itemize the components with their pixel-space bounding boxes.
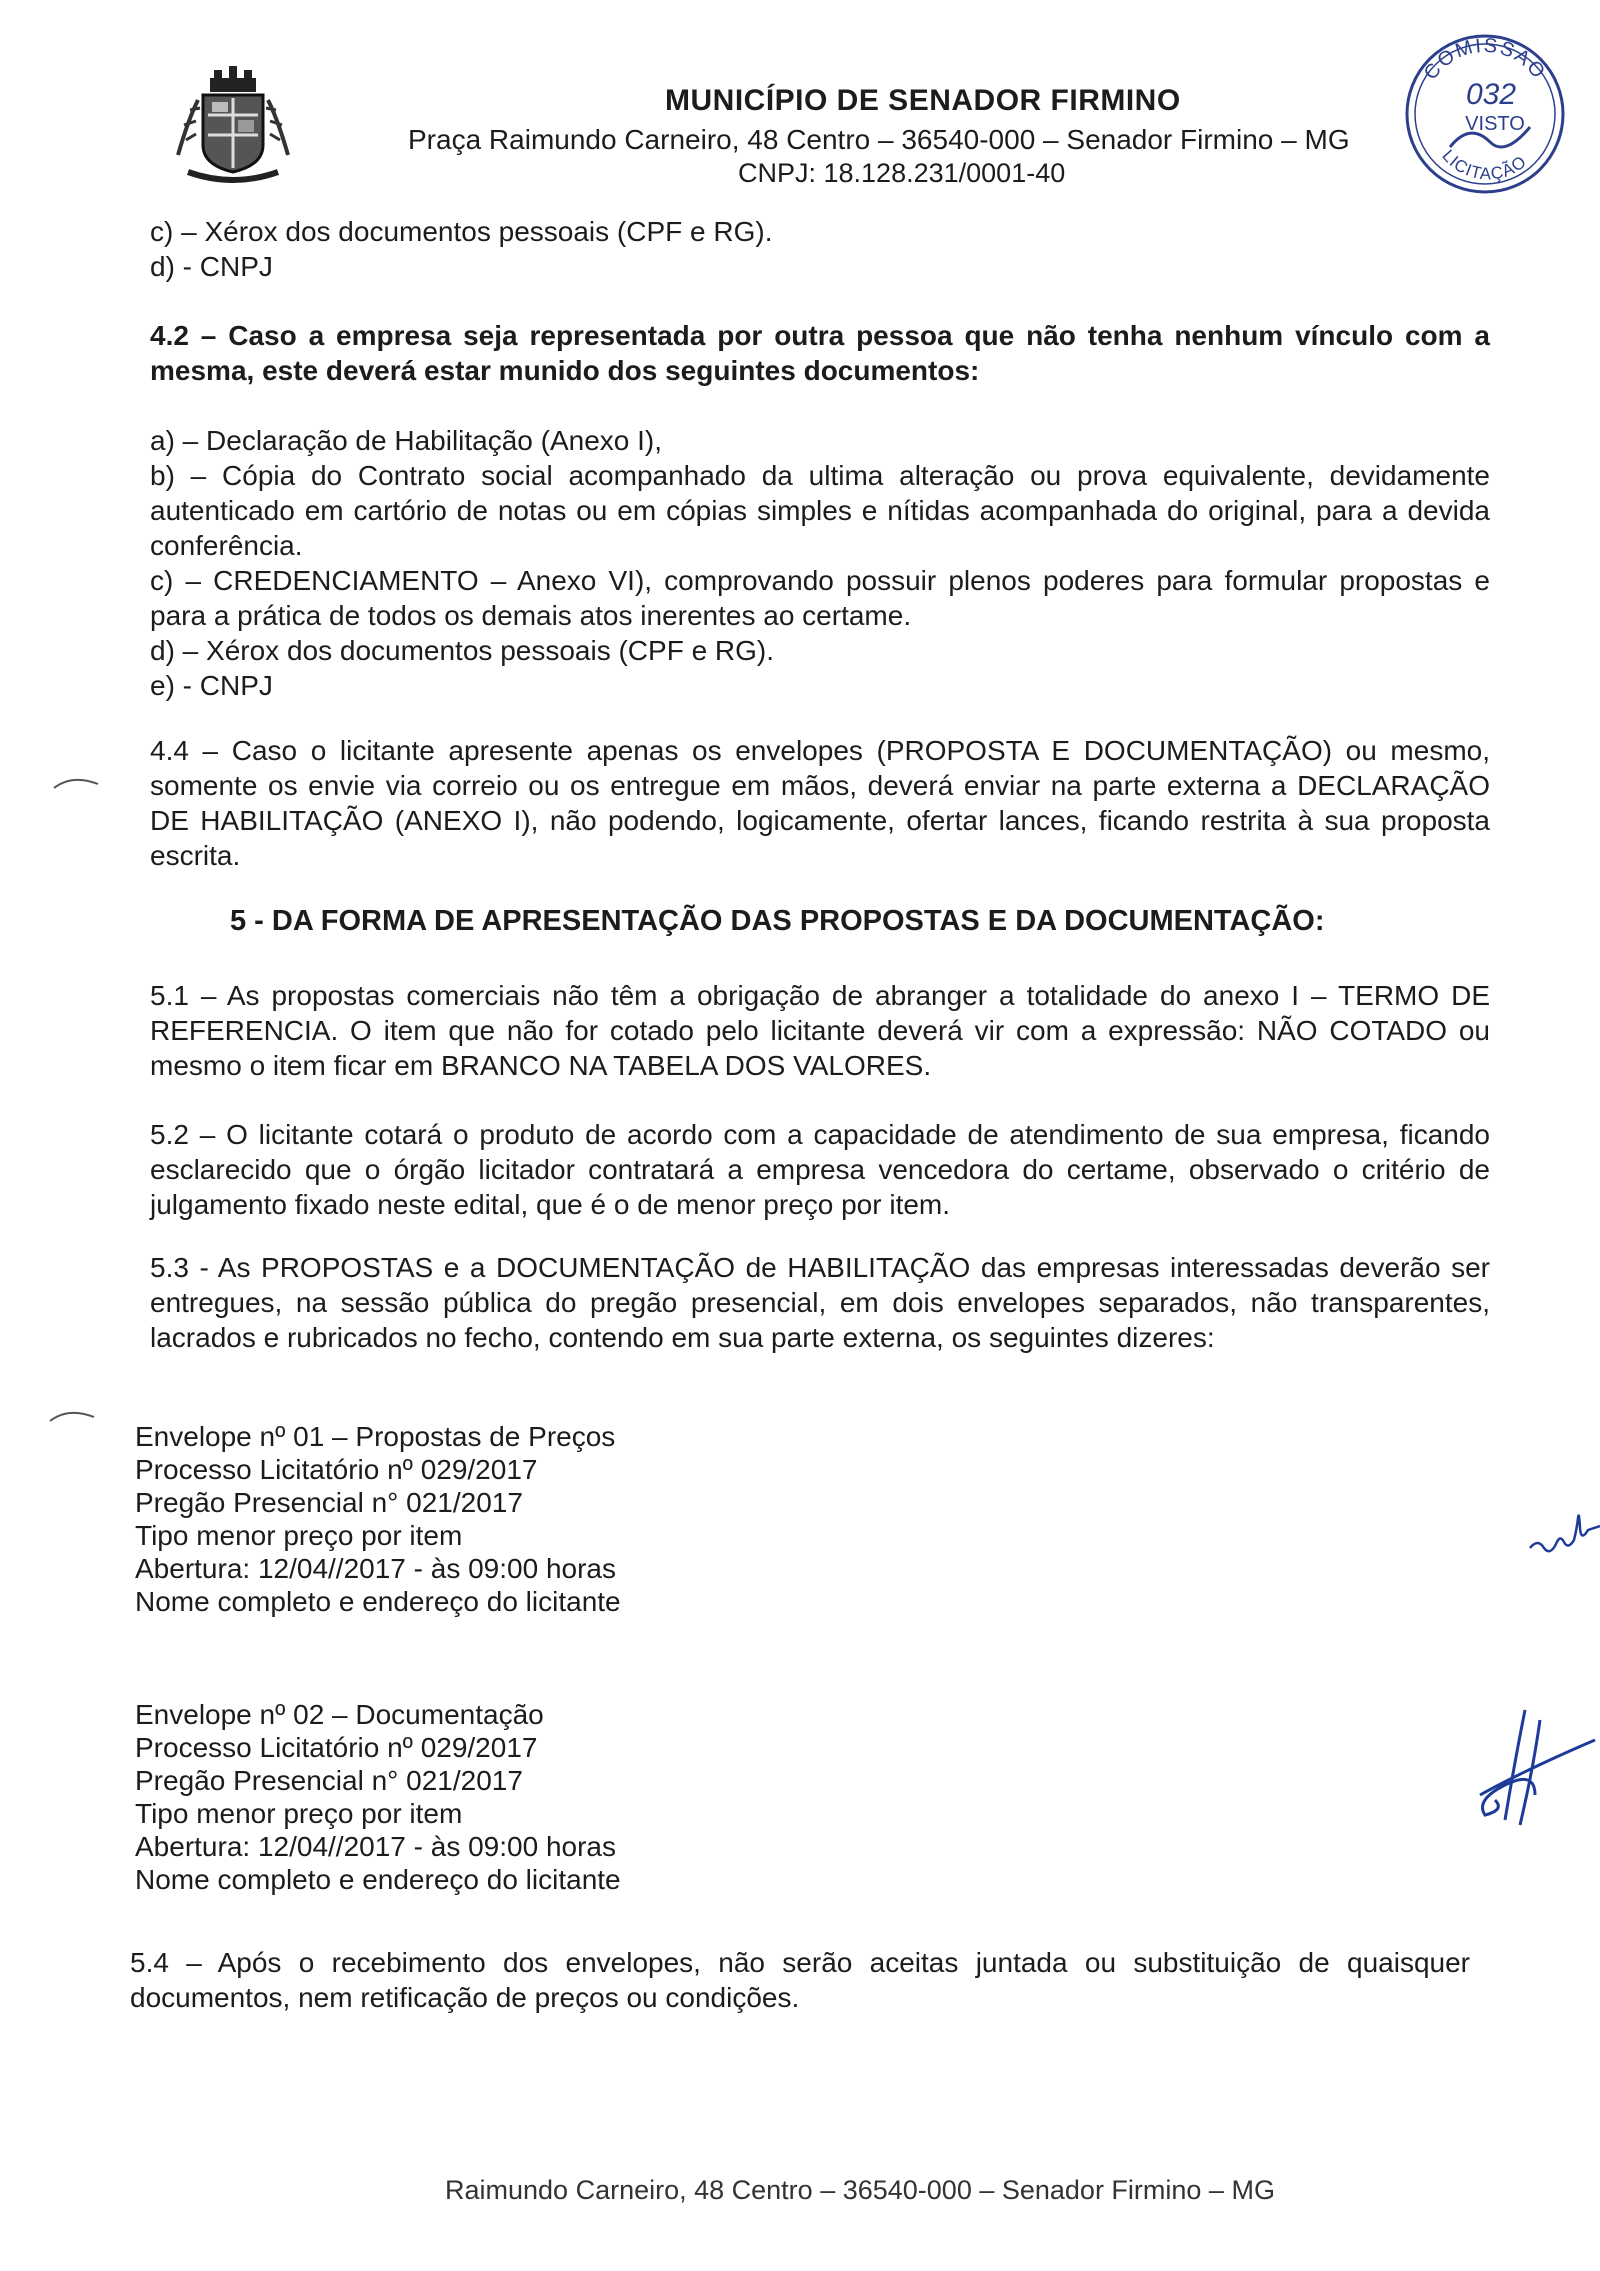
section-5-3: 5.3 - As PROPOSTAS e a DOCUMENTAÇÃO de HABILITAÇÃO das empresas interessadas deverão ser entregues, na sessão pública do pregão presencial, em dois envelopes separados, não transparentes, lacrados e rubricados no fecho, contendo em sua parte externa, os seguintes dizeres: bbox=[150, 1252, 1490, 1353]
scan-mark-icon bbox=[48, 1405, 98, 1425]
envelope-1-label bbox=[135, 1420, 621, 1618]
header-cnpj: CNPJ: 18.128.231/0001-40 bbox=[738, 158, 1066, 188]
envelope-1-line: Abertura: 12/04//2017 - às 09:00 horas bbox=[135, 1553, 616, 1584]
item-c-personal-documents: c) – Xérox dos documentos pessoais (CPF e RG). bbox=[150, 216, 773, 247]
envelope-1-line: Tipo menor preço por item bbox=[135, 1520, 463, 1551]
envelope-1-line: Nome completo e endereço do licitante bbox=[135, 1586, 621, 1617]
envelope-2-line: Tipo menor preço por item bbox=[135, 1798, 463, 1829]
section-5-1: 5.1 – As propostas comerciais não têm a obrigação de abranger a totalidade do anexo I – TERMO DE REFERENCIA. O item que não for cotado pelo licitante deverá vir com a expressão: NÃO COTADO ou mesmo o item ficar em BRANCO NA TABELA DOS VALORES. bbox=[150, 980, 1490, 1081]
stamp-top-text: COMISSÃO bbox=[1419, 34, 1551, 85]
item-c-credentialing: c) – CREDENCIAMENTO – Anexo VI), comprovando possuir plenos poderes para formular propostas e para a prática de todos os demais atos inerentes ao certame. bbox=[150, 565, 1490, 631]
section-4-4: 4.4 – Caso o licitante apresente apenas os envelopes (PROPOSTA E DOCUMENTAÇÃO) ou mesmo, somente os envie via correio ou os entregue em mãos, deverá enviar na parte externa a DECLARAÇÃO DE HABILITAÇÃO (ANEXO I), não podendo, logicamente, ofertar lances, ficando restrita à sua proposta escrita. bbox=[150, 735, 1490, 871]
svg-text:COMISSÃO bbox=[1420, 35, 1551, 84]
page-footer-address: Raimundo Carneiro, 48 Centro – 36540-000 – Senador Firmino – MG bbox=[445, 2175, 1275, 2205]
section-5-title: 5 - DA FORMA DE APRESENTAÇÃO DAS PROPOSTAS E DA DOCUMENTAÇÃO: bbox=[230, 905, 1325, 937]
item-a-declaration: a) – Declaração de Habilitação (Anexo I), bbox=[150, 425, 663, 456]
stamp-bottom-text: LICITAÇÃO bbox=[1438, 146, 1531, 184]
item-b-contract: b) – Cópia do Contrato social acompanhado da ultima alteração ou prova equivalente, devidamente autenticado em cartório de notas ou em cópias simples e nítidas acompanhada do original, para a devida conferência. bbox=[150, 460, 1490, 561]
section-5-2: 5.2 – O licitante cotará o produto de acordo com a capacidade de atendimento de sua empresa, ficando esclarecido que o órgão licitador contratará a empresa vencedora do certame, observado o critério de julgamento fixado neste edital, que é o de menor preço por item. bbox=[150, 1119, 1490, 1220]
item-d-cnpj: d) - CNPJ bbox=[150, 251, 273, 282]
envelope-1-line: Pregão Presencial n° 021/2017 bbox=[135, 1487, 523, 1518]
municipal-coat-of-arms-icon bbox=[168, 60, 298, 190]
envelope-2-line: Envelope nº 02 – Documentação bbox=[135, 1699, 544, 1730]
commission-stamp bbox=[1395, 22, 1575, 202]
municipality-title: MUNICÍPIO DE SENADOR FIRMINO bbox=[665, 84, 1181, 117]
envelope-2-line: Pregão Presencial n° 021/2017 bbox=[135, 1765, 523, 1796]
svg-text:LICITAÇÃO bbox=[1438, 146, 1530, 183]
header-address: Praça Raimundo Carneiro, 48 Centro – 36540-000 – Senador Firmino – MG bbox=[408, 124, 1350, 155]
handwritten-signature-icon bbox=[1465, 1700, 1600, 1835]
initials-signature-icon bbox=[1525, 1500, 1600, 1570]
envelope-2-line: Nome completo e endereço do licitante bbox=[135, 1864, 621, 1895]
section-4-2-heading: 4.2 – Caso a empresa seja representada por outra pessoa que não tenha nenhum vínculo com a mesma, este deverá estar munido dos seguintes documentos: bbox=[150, 320, 1490, 386]
section-4-2-items bbox=[150, 423, 1490, 703]
envelope-1-line: Processo Licitatório nº 029/2017 bbox=[135, 1454, 538, 1485]
envelope-2-label bbox=[135, 1698, 621, 1896]
stamp-middle-text: VISTO bbox=[1465, 113, 1525, 135]
envelope-2-line: Processo Licitatório nº 029/2017 bbox=[135, 1732, 538, 1763]
continuation-items bbox=[150, 214, 1490, 284]
scan-mark-icon bbox=[52, 772, 102, 792]
section-5-4: 5.4 – Após o recebimento dos envelopes, não serão aceitas juntada ou substituição de quaisquer documentos, nem retificação de preços ou condições. bbox=[130, 1947, 1470, 2013]
item-e-cnpj: e) - CNPJ bbox=[150, 670, 273, 701]
item-d-personal-documents: d) – Xérox dos documentos pessoais (CPF e RG). bbox=[150, 635, 775, 666]
stamp-number: 032 bbox=[1465, 78, 1517, 111]
envelope-2-line: Abertura: 12/04//2017 - às 09:00 horas bbox=[135, 1831, 616, 1862]
envelope-1-line: Envelope nº 01 – Propostas de Preços bbox=[135, 1421, 616, 1452]
